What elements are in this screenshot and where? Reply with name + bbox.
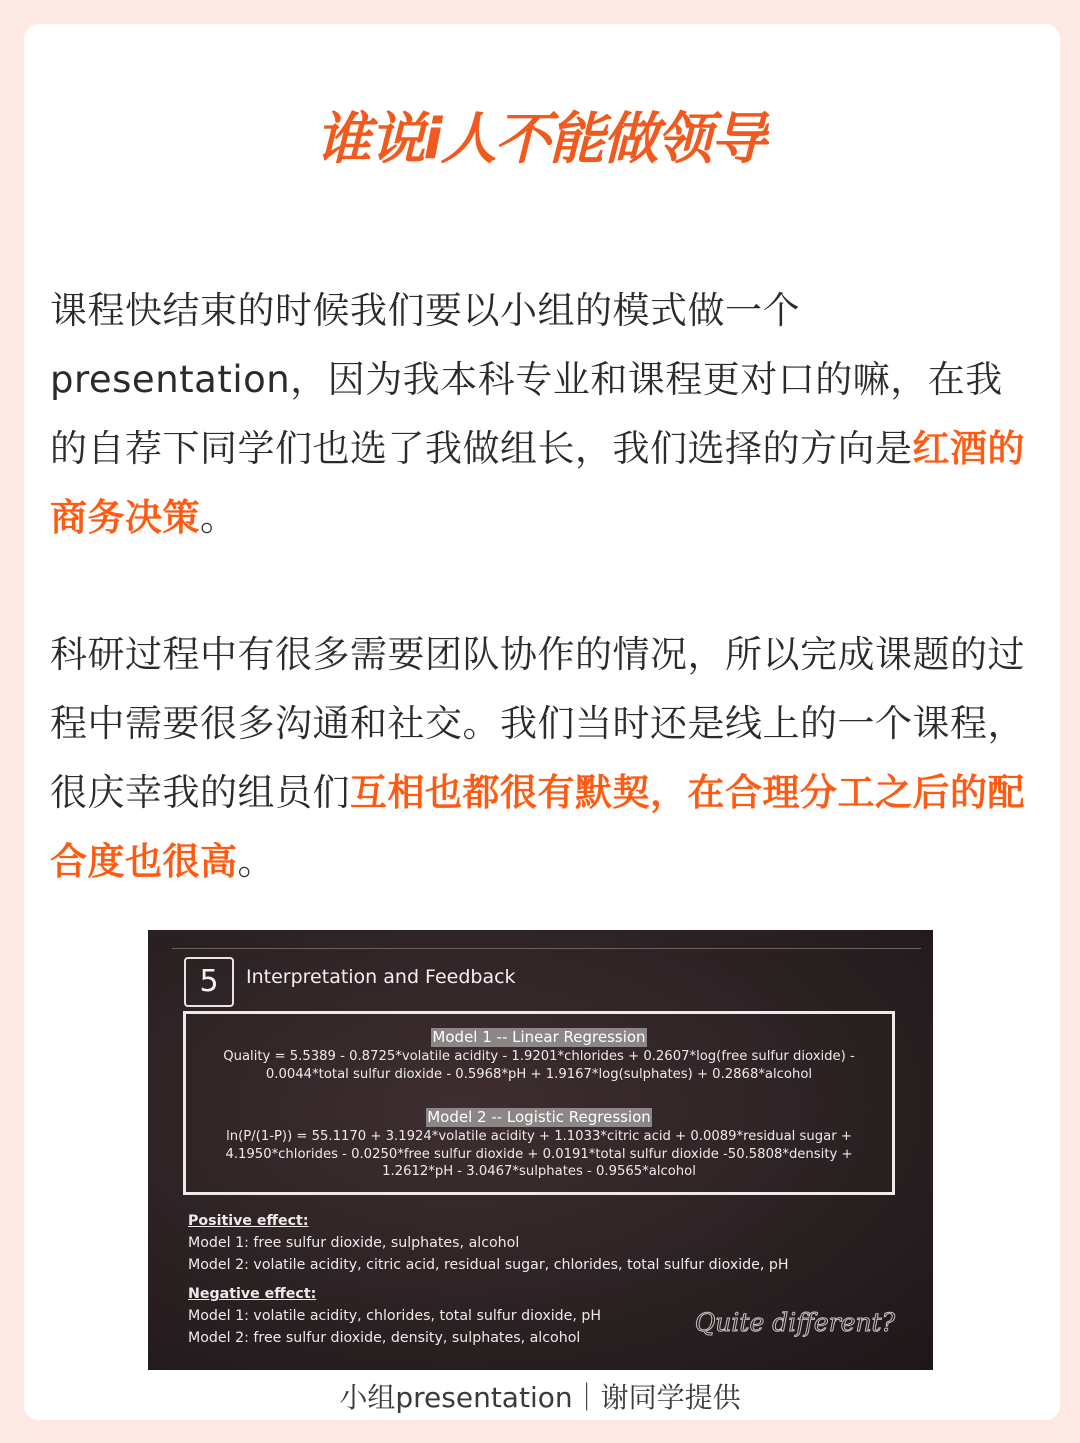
positive-effect-block	[188, 1210, 789, 1276]
paragraph-2	[50, 620, 1025, 896]
model-1-heading: Model 1 -- Linear Regression	[432, 1028, 646, 1046]
slide-title: Interpretation and Feedback	[246, 966, 516, 988]
model-2-equation-line-1: ln(P/(1-P)) = 55.1170 + 3.1924*volatile acidity + 1.1033*citric acid + 0.0089*residual sugar +	[226, 1129, 852, 1144]
negative-effect-model-2: Model 2: free sulfur dioxide, density, sulphates, alcohol	[188, 1330, 581, 1346]
paragraph-2-text: 科研过程中有很多需要团队协作的情况，所以完成课题的过程中需要很多沟通和社交。我们当时还是线上的一个课程，很庆幸我的组员们	[50, 633, 1025, 814]
negative-effect-heading: Negative effect:	[188, 1286, 317, 1302]
model-2-equation-line-2: 4.1950*chlorides - 0.0250*free sulfur dioxide + 0.0191*total sulfur dioxide -50.5808*density +	[225, 1146, 853, 1162]
model-2-heading: Model 2 -- Logistic Regression	[427, 1108, 651, 1126]
positive-effect-heading: Positive effect:	[188, 1213, 309, 1229]
paragraph-1-highlight: 红酒的商务决策	[50, 427, 1025, 539]
paragraph-2-end: 。	[237, 840, 275, 883]
paragraph-1-text: 课程快结束的时候我们要以小组的模式做一个presentation，因为我本科专业和课程更对口的嘛，在我的自荐下同学们也选了我做组长，我们选择的方向是	[50, 289, 1003, 470]
slide-section-number: 5	[184, 957, 234, 1007]
slide-top-rule	[172, 948, 921, 949]
paragraph-1-end: 。	[200, 496, 238, 539]
model-2-block	[186, 1108, 892, 1181]
positive-effect-model-2: Model 2: volatile acidity, citric acid, residual sugar, chlorides, total sulfur dioxide, pH	[188, 1257, 789, 1273]
model-2-equation-line-3: 1.2612*pH - 3.0467*sulphates - 0.9565*alcohol	[382, 1164, 696, 1179]
positive-effect-model-1: Model 1: free sulfur dioxide, sulphates, alcohol	[188, 1235, 520, 1251]
model-1-equation-line-2: 0.0044*total sulfur dioxide - 0.5968*pH + 1.9167*log(sulphates) + 0.2868*alcohol	[265, 1066, 813, 1082]
model-equations-box	[183, 1011, 895, 1195]
image-caption: 小组presentation｜谢同学提供	[339, 1381, 741, 1414]
negative-effect-model-1: Model 1: volatile acidity, chlorides, total sulfur dioxide, pH	[188, 1308, 602, 1324]
model-1-equation-line-1: Quality = 5.5389 - 0.8725*volatile acidity - 1.9201*chlorides + 0.2607*log(free sulfur dioxide) -	[223, 1049, 855, 1064]
quite-different-question: Quite different?	[694, 1308, 895, 1337]
model-1-block	[186, 1028, 892, 1083]
presentation-slide-image	[148, 930, 933, 1370]
post-title: 谁说i人不能做领导	[315, 107, 765, 172]
negative-effect-block	[188, 1283, 601, 1349]
paragraph-2-highlight: 互相也都很有默契，在合理分工之后的配合度也很高	[50, 771, 1025, 883]
paragraph-1	[50, 276, 1025, 552]
